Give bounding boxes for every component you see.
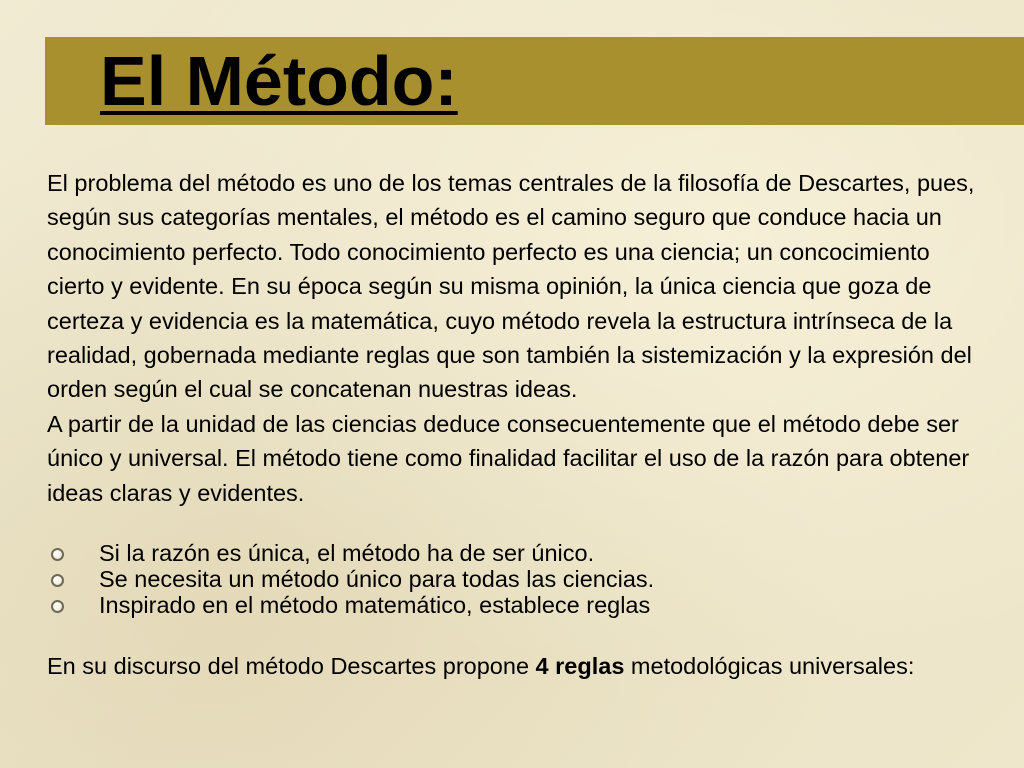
slide-title: El Método: (100, 42, 458, 120)
bullet-list (47, 540, 992, 618)
circle-bullet-icon (51, 600, 64, 613)
body-paragraph-1: El problema del método es uno de los temas centrales de la filosofía de Descartes, pues, según sus categorías mentales, el método es el camino seguro que conduce hacia un conocimiento perfecto. Todo conocimiento perfecto es una ciencia; un concocimiento cierto y evidente. En su época según su misma opinión, la única ciencia que goza de certeza y evidencia es la matemática, cuyo método revela la estructura intrínseca de la realidad, gobernada mediante reglas que son también la sistemización y la expresión del orden según el cual se concatenan nuestras ideas. (47, 170, 975, 403)
bullet-text: Inspirado en el método matemático, establece reglas (99, 592, 651, 619)
bullet-item (47, 566, 992, 592)
bullet-item (47, 540, 992, 566)
circle-bullet-icon (51, 574, 64, 587)
bullet-item (47, 592, 992, 618)
body-paragraph-2: A partir de la unidad de las ciencias deduce consecuentemente que el método debe ser único y universal. El método tiene como finalidad facilitar el uso de la razón para obtener ideas claras y evidentes. (47, 410, 970, 506)
closing-text-bold: 4 reglas (535, 653, 625, 680)
closing-paragraph (47, 649, 992, 683)
closing-text-after: metodológicas universales: (624, 653, 915, 680)
closing-text-before: En su discurso del método Descartes propone (47, 653, 536, 680)
bullet-text: Si la razón es única, el método ha de ser único. (99, 540, 595, 567)
circle-bullet-icon (51, 548, 64, 561)
slide-content (47, 166, 992, 683)
bullet-text: Se necesita un método único para todas las ciencias. (99, 566, 655, 593)
